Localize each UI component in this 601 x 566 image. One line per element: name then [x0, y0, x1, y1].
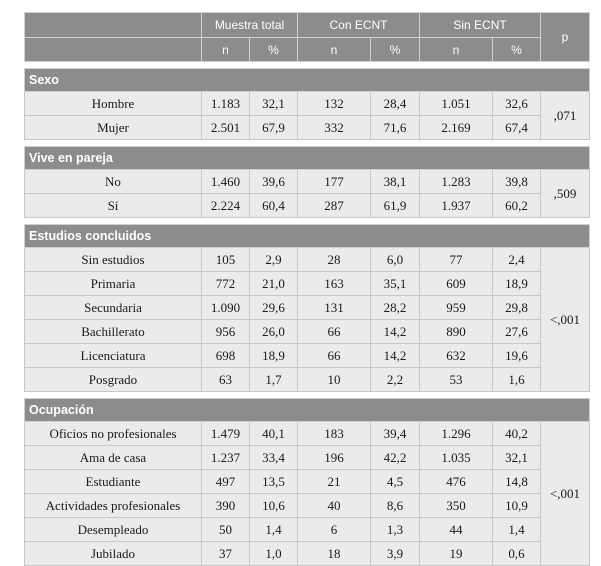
table-row — [25, 248, 590, 272]
cell-n: 44 — [420, 518, 493, 542]
cell-pct: 40,2 — [493, 422, 541, 446]
cell-n: 77 — [420, 248, 493, 272]
cell-pct: 8,6 — [371, 494, 420, 518]
cell-pct: 60,2 — [493, 194, 541, 218]
cell-n: 163 — [298, 272, 371, 296]
cell-pct: 13,5 — [250, 470, 298, 494]
cell-n: 131 — [298, 296, 371, 320]
cell-n: 66 — [298, 344, 371, 368]
p-value: <,001 — [541, 422, 590, 566]
header-row-groups — [25, 13, 590, 38]
section-title: Sexo — [25, 69, 590, 92]
cell-n: 390 — [202, 494, 250, 518]
cell-n: 1.051 — [420, 92, 493, 116]
cell-n: 1.183 — [202, 92, 250, 116]
cell-pct: 39,8 — [493, 170, 541, 194]
header-sub-pct: % — [371, 38, 420, 62]
cell-n: 2.224 — [202, 194, 250, 218]
cell-n: 37 — [202, 542, 250, 566]
cell-n: 40 — [298, 494, 371, 518]
header-blank-2 — [25, 38, 202, 62]
table-row — [25, 494, 590, 518]
header-sub-pct: % — [493, 38, 541, 62]
row-label: Desempleado — [25, 518, 202, 542]
section-gap-cell — [25, 140, 590, 147]
cell-pct: 1,4 — [250, 518, 298, 542]
cell-n: 105 — [202, 248, 250, 272]
row-label: Ama de casa — [25, 446, 202, 470]
cell-pct: 32,1 — [493, 446, 541, 470]
cell-n: 2.501 — [202, 116, 250, 140]
cell-pct: 14,2 — [371, 320, 420, 344]
cell-pct: 67,9 — [250, 116, 298, 140]
cell-pct: 32,6 — [493, 92, 541, 116]
cell-pct: 10,6 — [250, 494, 298, 518]
cell-n: 1.296 — [420, 422, 493, 446]
row-label: Bachillerato — [25, 320, 202, 344]
table-row — [25, 170, 590, 194]
cell-n: 28 — [298, 248, 371, 272]
cell-pct: 10,9 — [493, 494, 541, 518]
header-p: p — [541, 13, 590, 62]
cell-pct: 4,5 — [371, 470, 420, 494]
row-label: Jubilado — [25, 542, 202, 566]
cell-n: 1.283 — [420, 170, 493, 194]
table-row — [25, 542, 590, 566]
section-gap — [25, 218, 590, 225]
row-label: Mujer — [25, 116, 202, 140]
cell-pct: 67,4 — [493, 116, 541, 140]
cell-pct: 14,2 — [371, 344, 420, 368]
header-group-con-ecnt: Con ECNT — [298, 13, 420, 38]
cell-pct: 32,1 — [250, 92, 298, 116]
table-row — [25, 194, 590, 218]
cell-pct: 6,0 — [371, 248, 420, 272]
cell-pct: 27,6 — [493, 320, 541, 344]
section-header-row — [25, 399, 590, 422]
row-label: Licenciatura — [25, 344, 202, 368]
section-gap — [25, 62, 590, 69]
cell-pct: 1,0 — [250, 542, 298, 566]
header-group-sin-ecnt: Sin ECNT — [420, 13, 541, 38]
cell-pct: 71,6 — [371, 116, 420, 140]
cell-n: 63 — [202, 368, 250, 392]
demographics-table — [24, 12, 590, 566]
cell-pct: 61,9 — [371, 194, 420, 218]
cell-n: 2.169 — [420, 116, 493, 140]
cell-pct: 35,1 — [371, 272, 420, 296]
section-header-row — [25, 147, 590, 170]
table-row — [25, 92, 590, 116]
cell-n: 1.237 — [202, 446, 250, 470]
cell-n: 10 — [298, 368, 371, 392]
p-value: <,001 — [541, 248, 590, 392]
header-sub-pct: % — [250, 38, 298, 62]
cell-n: 890 — [420, 320, 493, 344]
row-label: Estudiante — [25, 470, 202, 494]
row-label: Actividades profesionales — [25, 494, 202, 518]
cell-n: 332 — [298, 116, 371, 140]
cell-pct: 28,4 — [371, 92, 420, 116]
section-gap-cell — [25, 218, 590, 225]
section-title: Estudios concluidos — [25, 225, 590, 248]
header-sub-n: n — [298, 38, 371, 62]
cell-n: 350 — [420, 494, 493, 518]
cell-pct: 42,2 — [371, 446, 420, 470]
header-sub-n: n — [420, 38, 493, 62]
cell-pct: 3,9 — [371, 542, 420, 566]
cell-pct: 1,3 — [371, 518, 420, 542]
row-label: Hombre — [25, 92, 202, 116]
header-group-total: Muestra total — [202, 13, 298, 38]
cell-pct: 60,4 — [250, 194, 298, 218]
cell-pct: 18,9 — [250, 344, 298, 368]
section-gap-cell — [25, 62, 590, 69]
table-row — [25, 116, 590, 140]
section-title: Vive en pareja — [25, 147, 590, 170]
table-row — [25, 320, 590, 344]
cell-pct: 14,8 — [493, 470, 541, 494]
cell-n: 1.937 — [420, 194, 493, 218]
cell-pct: 2,4 — [493, 248, 541, 272]
cell-n: 772 — [202, 272, 250, 296]
table-row — [25, 272, 590, 296]
cell-pct: 1,7 — [250, 368, 298, 392]
cell-n: 609 — [420, 272, 493, 296]
cell-n: 21 — [298, 470, 371, 494]
table-row — [25, 518, 590, 542]
cell-n: 19 — [420, 542, 493, 566]
section-gap — [25, 140, 590, 147]
cell-pct: 39,6 — [250, 170, 298, 194]
cell-n: 698 — [202, 344, 250, 368]
table-body — [25, 62, 590, 566]
section-gap — [25, 392, 590, 399]
section-title: Ocupación — [25, 399, 590, 422]
cell-pct: 2,9 — [250, 248, 298, 272]
cell-n: 476 — [420, 470, 493, 494]
cell-n: 177 — [298, 170, 371, 194]
cell-pct: 21,0 — [250, 272, 298, 296]
row-label: Oficios no profesionales — [25, 422, 202, 446]
header-blank — [25, 13, 202, 38]
section-header-row — [25, 69, 590, 92]
cell-n: 132 — [298, 92, 371, 116]
cell-n: 1.090 — [202, 296, 250, 320]
table-row — [25, 470, 590, 494]
table-row — [25, 368, 590, 392]
p-value: ,071 — [541, 92, 590, 140]
cell-n: 632 — [420, 344, 493, 368]
table-row — [25, 422, 590, 446]
row-label: Primaria — [25, 272, 202, 296]
table-row — [25, 446, 590, 470]
cell-n: 1.460 — [202, 170, 250, 194]
cell-pct: 26,0 — [250, 320, 298, 344]
cell-n: 497 — [202, 470, 250, 494]
row-label: No — [25, 170, 202, 194]
cell-pct: 38,1 — [371, 170, 420, 194]
cell-pct: 29,8 — [493, 296, 541, 320]
cell-pct: 39,4 — [371, 422, 420, 446]
row-label: Sí — [25, 194, 202, 218]
cell-pct: 18,9 — [493, 272, 541, 296]
row-label: Sin estudios — [25, 248, 202, 272]
cell-n: 53 — [420, 368, 493, 392]
header-sub-n: n — [202, 38, 250, 62]
cell-n: 956 — [202, 320, 250, 344]
cell-pct: 1,4 — [493, 518, 541, 542]
cell-pct: 33,4 — [250, 446, 298, 470]
cell-n: 66 — [298, 320, 371, 344]
table-row — [25, 344, 590, 368]
cell-n: 6 — [298, 518, 371, 542]
cell-n: 1.479 — [202, 422, 250, 446]
cell-n: 959 — [420, 296, 493, 320]
cell-pct: 1,6 — [493, 368, 541, 392]
cell-n: 1.035 — [420, 446, 493, 470]
section-gap-cell — [25, 392, 590, 399]
section-header-row — [25, 225, 590, 248]
cell-pct: 28,2 — [371, 296, 420, 320]
cell-pct: 40,1 — [250, 422, 298, 446]
cell-pct: 2,2 — [371, 368, 420, 392]
cell-n: 18 — [298, 542, 371, 566]
header-row-subs — [25, 38, 590, 62]
cell-pct: 0,6 — [493, 542, 541, 566]
cell-n: 50 — [202, 518, 250, 542]
cell-n: 196 — [298, 446, 371, 470]
cell-n: 287 — [298, 194, 371, 218]
row-label: Posgrado — [25, 368, 202, 392]
cell-pct: 29,6 — [250, 296, 298, 320]
row-label: Secundaria — [25, 296, 202, 320]
cell-pct: 19,6 — [493, 344, 541, 368]
p-value: ,509 — [541, 170, 590, 218]
cell-n: 183 — [298, 422, 371, 446]
table-row — [25, 296, 590, 320]
